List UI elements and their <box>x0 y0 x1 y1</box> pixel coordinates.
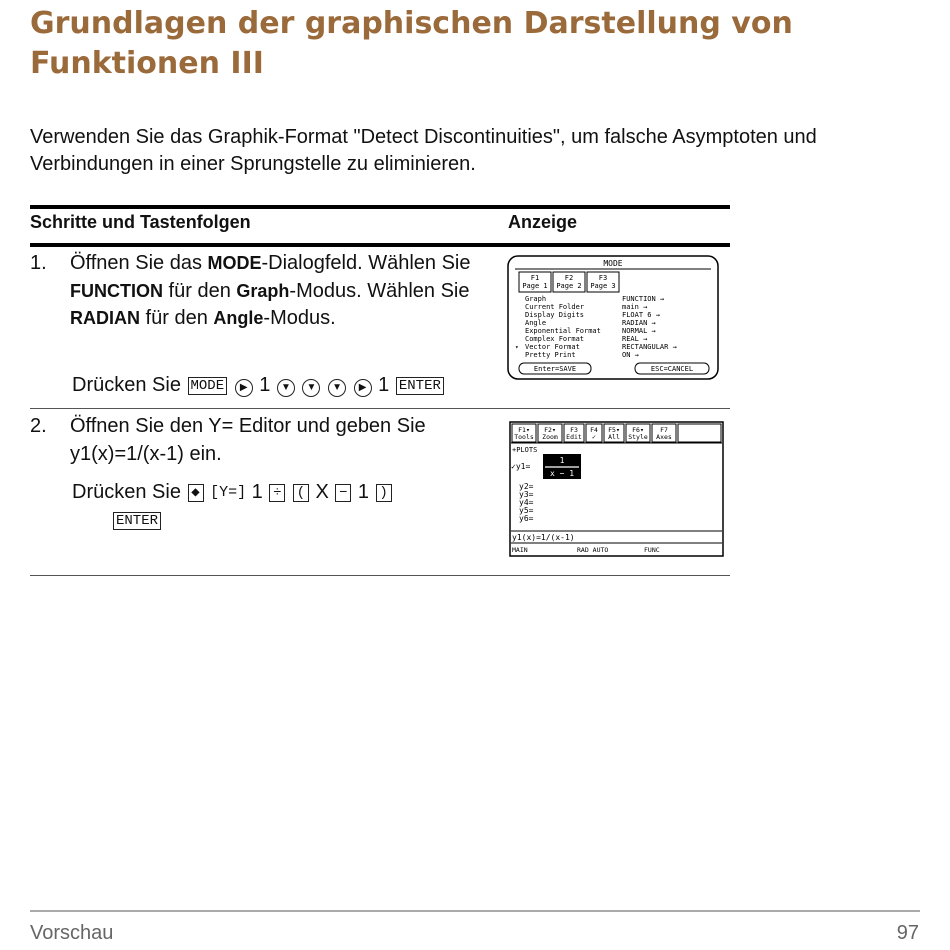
footer-rule <box>30 910 920 912</box>
svg-text:Vector Format: Vector Format <box>525 343 580 351</box>
paren-close-key: ) <box>376 484 392 502</box>
toolbar-tab-f2 <box>538 424 562 442</box>
enter-key: ENTER <box>113 512 161 530</box>
svg-text:✓: ✓ <box>592 433 596 441</box>
footer-label: Vorschau <box>30 922 114 944</box>
svg-text:✓y1=: ✓y1= <box>511 462 531 471</box>
svg-text:F2▾: F2▾ <box>544 426 556 434</box>
svg-text:Axes: Axes <box>656 433 672 441</box>
svg-text:Pretty Print: Pretty Print <box>525 351 576 359</box>
table-top-rule <box>30 205 730 209</box>
svg-text:Zoom: Zoom <box>542 433 558 441</box>
svg-text:F1▾: F1▾ <box>518 426 530 434</box>
page-title: Grundlagen der graphischen Darstellung von Funktionen III <box>30 6 793 81</box>
svg-text:y2=: y2= <box>519 482 534 491</box>
svg-text:Page 3: Page 3 <box>590 282 616 290</box>
intro-paragraph: Verwenden Sie das Graphik-Format "Detect Discontinuities", um falsche Asymptoten und Verbindungen in einer Sprungstelle zu eliminieren. <box>30 126 817 175</box>
svg-text:MAIN: MAIN <box>512 546 528 554</box>
svg-text:▾: ▾ <box>515 344 519 351</box>
save-button-screen <box>519 363 591 374</box>
row-divider <box>30 408 730 409</box>
arrow-down-icon: ▼ <box>328 379 346 397</box>
svg-text:y3=: y3= <box>519 490 534 499</box>
svg-text:NORMAL →: NORMAL → <box>622 327 656 335</box>
minus-key: − <box>335 484 351 502</box>
step-number: 2. <box>30 415 47 437</box>
toolbar-tab-f7 <box>652 424 676 442</box>
mode-tab-2 <box>553 272 585 292</box>
svg-text:F3: F3 <box>570 426 578 434</box>
svg-text:Display Digits: Display Digits <box>525 311 585 319</box>
svg-text:ON →: ON → <box>622 351 639 359</box>
svg-text:Page 1: Page 1 <box>522 282 548 290</box>
svg-text:F7: F7 <box>660 426 668 434</box>
step-1-instruction: Öffnen Sie das MODE-Dialogfeld. Wählen Sie FUNCTION für den Graph-Modus. Wählen Sie RADIAN für den Angle-Modus. <box>70 252 471 329</box>
svg-text:1: 1 <box>559 456 565 465</box>
svg-text:x − 1: x − 1 <box>549 469 575 478</box>
paren-open-key: ( <box>293 484 309 502</box>
enter-key: ENTER <box>396 377 444 395</box>
arrow-right-icon: ▶ <box>235 379 253 397</box>
column-header-display: Anzeige <box>508 212 578 232</box>
svg-text:RAD AUTO: RAD AUTO <box>577 546 609 554</box>
table-bottom-rule <box>30 575 730 576</box>
svg-text:F6▾: F6▾ <box>632 426 644 434</box>
svg-text:FLOAT 6 →: FLOAT 6 → <box>622 311 660 319</box>
table-header-rule <box>30 243 730 247</box>
cancel-button-screen <box>635 363 709 374</box>
svg-text:Edit: Edit <box>566 433 582 441</box>
svg-text:Tools: Tools <box>514 433 534 441</box>
column-header-steps: Schritte und Tastenfolgen <box>30 212 251 232</box>
arrow-down-icon: ▼ <box>277 379 295 397</box>
step-number: 1. <box>30 252 47 274</box>
svg-text:F3: F3 <box>598 274 608 282</box>
toolbar-tab-f3 <box>564 424 584 442</box>
svg-text:F1: F1 <box>530 274 540 282</box>
step-2-keystrokes-cont <box>112 506 162 534</box>
svg-text:Style: Style <box>628 433 648 441</box>
svg-text:y5=: y5= <box>519 506 534 515</box>
svg-text:REAL →: REAL → <box>622 335 648 343</box>
svg-text:RECTANGULAR →: RECTANGULAR → <box>622 343 677 351</box>
mode-dialog-title: MODE <box>603 259 623 268</box>
svg-text:y6=: y6= <box>519 514 534 523</box>
divide-key: ÷ <box>269 484 285 502</box>
svg-text:Current Folder: Current Folder <box>525 303 585 311</box>
diamond-key: ◆ <box>188 484 204 502</box>
page-number: 97 <box>896 922 919 944</box>
svg-text:y4=: y4= <box>519 498 534 507</box>
mode-tab-3 <box>587 272 619 292</box>
step-2-keystrokes: Drücken Sie ◆ [Y=] 1 ÷ ( X − 1 ) <box>72 478 393 507</box>
arrow-down-icon: ▼ <box>302 379 320 397</box>
svg-text:main →: main → <box>622 303 648 311</box>
svg-text:ESC=CANCEL: ESC=CANCEL <box>650 365 694 373</box>
toolbar-tab-f6 <box>626 424 650 442</box>
svg-text:F5▾: F5▾ <box>608 426 620 434</box>
svg-text:+PLOTS: +PLOTS <box>512 446 538 454</box>
step-1-keystrokes: Drücken Sie MODE ▶ 1 ▼ ▼ ▼ ▶ 1 ENTER <box>72 371 445 399</box>
toolbar-tab-f4 <box>586 424 602 442</box>
svg-text:Angle: Angle <box>525 319 547 327</box>
y-equals-key: [Y=] <box>210 484 247 501</box>
svg-text:FUNC: FUNC <box>644 546 660 554</box>
y-editor-screenshot <box>509 421 724 558</box>
svg-text:F2: F2 <box>564 274 574 282</box>
svg-text:Complex Format: Complex Format <box>525 335 585 343</box>
toolbar-tab-f5 <box>604 424 624 442</box>
toolbar-tab-f1 <box>512 424 536 442</box>
svg-text:FUNCTION →: FUNCTION → <box>622 295 665 303</box>
svg-text:F4: F4 <box>590 426 598 434</box>
mode-key: MODE <box>188 377 228 395</box>
svg-text:Exponential Format: Exponential Format <box>525 327 601 335</box>
svg-text:Graph: Graph <box>525 295 547 303</box>
svg-text:Enter=SAVE: Enter=SAVE <box>533 365 577 373</box>
svg-text:All: All <box>608 433 620 441</box>
svg-text:y1(x)=1/(x-1): y1(x)=1/(x-1) <box>512 533 575 542</box>
svg-text:RADIAN →: RADIAN → <box>622 319 656 327</box>
step-2-instruction: Öffnen Sie den Y= Editor und geben Sie y1(x)=1/(x-1) ein. <box>70 415 426 465</box>
mode-tab-1 <box>519 272 551 292</box>
arrow-right-icon: ▶ <box>354 379 372 397</box>
svg-text:Page 2: Page 2 <box>556 282 582 290</box>
mode-dialog-screenshot <box>507 255 719 380</box>
